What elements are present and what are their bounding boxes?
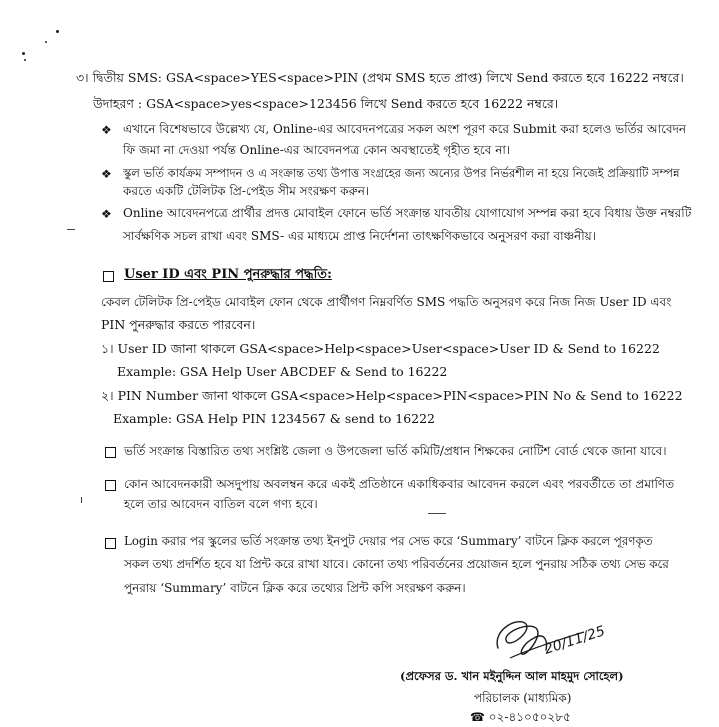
note-3-line-3: পুনরায় ‘Summary’ বাটনে ক্লিক করে তথ্যের প্রিন্ট কপি সংরক্ষণ করুন। [124,581,466,595]
recovery-example-1: Example: GSA Help User ABCDEF & Send to 16222 [117,364,448,379]
recovery-intro-line-2: PIN পুনরুদ্ধার করতে পারবেন। [101,317,256,332]
diamond-bullet-icon: ❖ [101,207,112,221]
scan-speck [24,59,26,61]
bullet-2-line-2: করতে একটি টেলিটক প্রি-পেইড সীম সংরক্ষণ করুন। [123,184,370,198]
recovery-heading: User ID এবং PIN পুনরুদ্ধার পদ্ধতি: [124,267,332,282]
note-1: ভর্তি সংক্রান্ত বিস্তারিত তথ্য সংশ্লিষ্ট জেলা ও উপজেলা ভর্তি কমিটি/প্রধান শিক্ষকের নোটিশ বোর্ড থেকে জানা যাবে। [124,444,667,458]
checkbox-icon [105,538,116,549]
checkbox-icon [103,271,114,282]
step-3-example: উদাহরণ : GSA<space>yes<space>123456 লিখে Send করতে হবে 16222 নম্বরে। [93,96,559,111]
signatory-phone-row [470,709,571,725]
bullet-1-line-2: ফি জমা না দেওয়া পর্যন্ত Online-এর আবেদনপত্র কোন অবস্থাতেই গৃহীত হবে না। [123,143,511,157]
bullet-1-line-1: এখানে বিশেষভাবে উল্লেখ্য যে, Online-এর আবেদনপত্রের সকল অংশ পূরণ করে Submit করা হলেও ভর্তির আবেদন [123,122,687,136]
handwritten-date: 20/11/25 [542,623,608,658]
recovery-item-1: ১। User ID জানা থাকলে GSA<space>Help<space>User<space>User ID & Send to 16222 [101,341,660,356]
note-3-line-1: Login করার পর স্কুলের ভর্তি সংক্রান্ত তথ্য ইনপুট দেয়ার পর সেভ করে ‘Summary’ বাটনে ক্লিক করলে পূরণকৃত [124,534,653,548]
scan-mark [81,497,82,503]
diamond-bullet-icon: ❖ [101,167,112,181]
note-2-line-1: কোন আবেদনকারী অসদুপায় অবলম্বন করে একই প্রতিষ্ঠানে একাধিকবার আবেদন করলে এবং পরবর্তীতে তা প্রমাণিত [124,477,675,491]
step-3-line-1: ৩। দ্বিতীয় SMS: GSA<space>YES<space>PIN (প্রথম SMS হতে প্রাপ্ত) লিখে Send করতে হবে 16222 নম্বরে। [76,70,684,85]
signatory-name: (প্রফেসর ড. খান মইনুদ্দিন আল মাহমুদ সোহেল) [400,669,624,683]
handwritten-signature [488,610,628,670]
scan-mark [67,229,75,230]
recovery-intro-line-1: কেবল টেলিটক প্রি-পেইড মোবাইল ফোন থেকে প্রার্থীগণ নিম্নবর্ণিত SMS পদ্ধতি অনুসরণ করে নিজ নিজ User ID এবং [101,295,672,309]
bullet-3-line-2: সার্বক্ষণিক সচল রাখা এবং SMS- এর মাধ্যমে প্রাপ্ত নির্দেশনা তাৎক্ষণিকভাবে অনুসরণ করা বাঞ্চনীয়। [123,229,597,243]
diamond-bullet-icon: ❖ [101,123,112,137]
scan-mark [428,513,446,514]
telephone-icon: ☎ [470,710,485,724]
scan-speck [56,30,59,33]
checkbox-icon [105,480,116,491]
recovery-item-2: ২। PIN Number জানা থাকলে GSA<space>Help<space>PIN<space>PIN No & Send to 16222 [101,388,683,403]
recovery-example-2: Example: GSA Help PIN 1234567 & send to 16222 [113,411,436,426]
checkbox-icon [105,447,116,458]
bullet-2-line-1: স্কুল ভর্তি কার্যক্রম সম্পাদন ও এ সংক্রান্ত তথ্য উপাত্ত সংগ্রহের জন্য অন্যের উপর নির্ভরশীল না হয়ে নিজেই প্রক্রিয়াটি সম্পন্ন [123,166,680,180]
note-3-line-2: সকল তথ্য প্রদর্শিত হবে যা প্রিন্ট করে রাখা যাবে। কোনো তথ্য পরিবর্তনের প্রয়োজন হলে পুনরায় সঠিক তথ্য সেভ করে [124,557,669,571]
scan-speck [45,41,47,43]
bullet-3-line-1: Online আবেদনপত্রে প্রার্থীর প্রদত্ত মোবাইল ফোনে ভর্তি সংক্রান্ত যাবতীয় যোগাযোগ সম্পন্ন করা হবে বিধায় উক্ত নম্বরটি [123,206,692,220]
signatory-title: পরিচালক (মাধ্যমিক) [474,691,572,705]
signatory-phone: ০২-৪১০৫০২৮৫ [488,710,571,724]
scan-speck [22,52,25,55]
note-2-line-2: হলে তার আবেদন বাতিল বলে গণ্য হবে। [124,497,318,511]
